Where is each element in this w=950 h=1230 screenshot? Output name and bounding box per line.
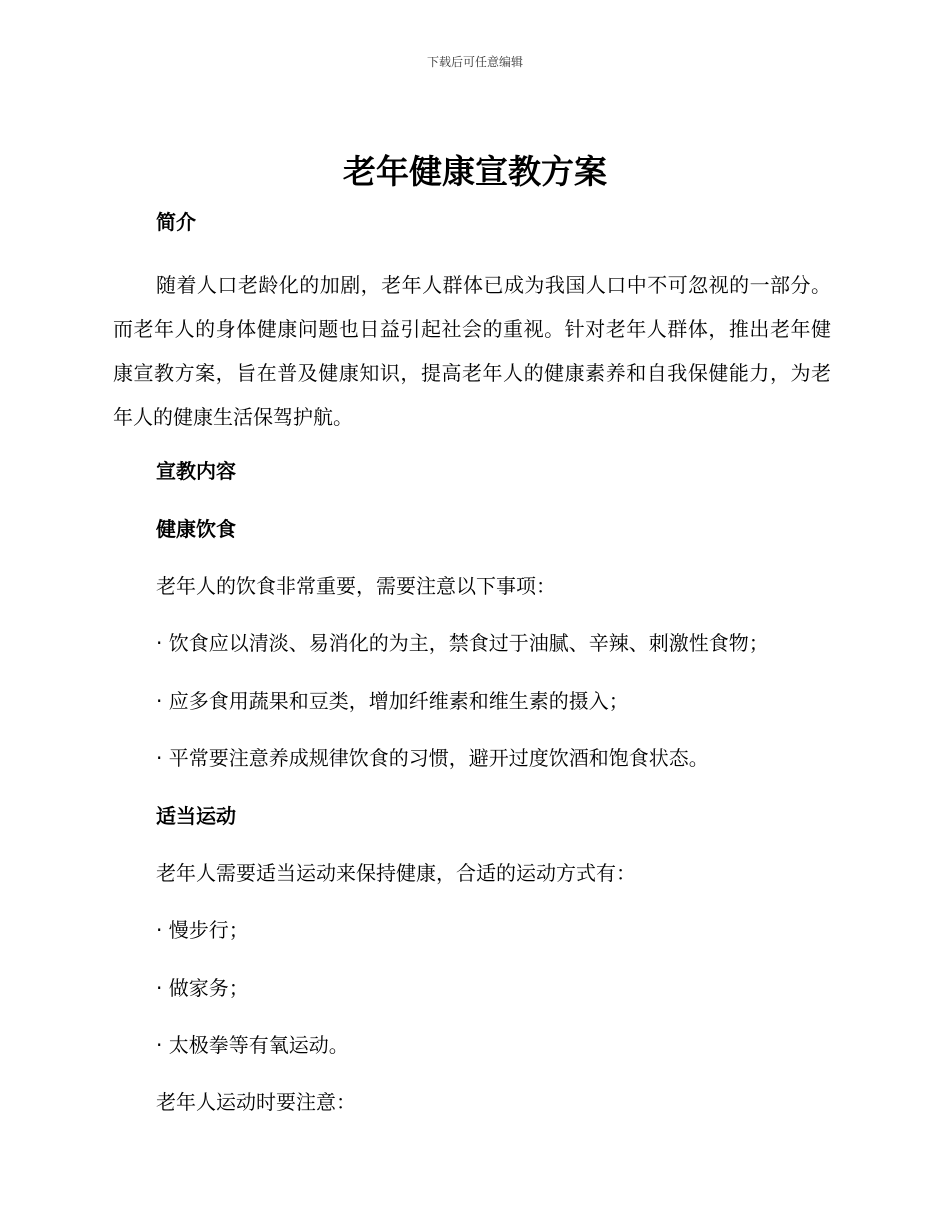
exercise-lead-text: 老年人需要适当运动来保持健康，合适的运动方式有：: [156, 861, 636, 885]
list-item: · 应多食用蔬果和豆类，增加纤维素和维生素的摄入；: [156, 689, 629, 713]
section-heading-intro: 简介: [156, 210, 196, 234]
exercise-note-text: 老年人运动时要注意：: [156, 1090, 356, 1114]
list-item: · 饮食应以清淡、易消化的为主，禁食过于油腻、辛辣、刺激性食物；: [156, 631, 769, 655]
diet-lead-text: 老年人的饮食非常重要，需要注意以下事项：: [156, 574, 556, 598]
intro-paragraph: 随着人口老龄化的加剧，老年人群体已成为我国人口中不可忽视的一部分。而老年人的身体健康问题也日益引起社会的重视。针对老年人群体，推出老年健康宣教方案，旨在普及健康知识，提高老年人的健康素养和自我保健能力，为老年人的健康生活保驾护航。: [113, 273, 831, 429]
list-item: · 太极拳等有氧运动。: [156, 1033, 349, 1057]
list-item: · 做家务；: [156, 976, 249, 1000]
header-note: 下载后可任意编辑: [426, 55, 523, 69]
subsection-heading-diet: 健康饮食: [156, 517, 236, 541]
section-heading-content: 宣教内容: [156, 459, 236, 483]
subsection-heading-exercise: 适当运动: [156, 804, 236, 828]
list-item: · 平常要注意养成规律饮食的习惯，避开过度饮酒和饱食状态。: [156, 746, 709, 770]
list-item: · 慢步行；: [156, 918, 249, 942]
document-title: 老年健康宣教方案: [343, 152, 607, 191]
